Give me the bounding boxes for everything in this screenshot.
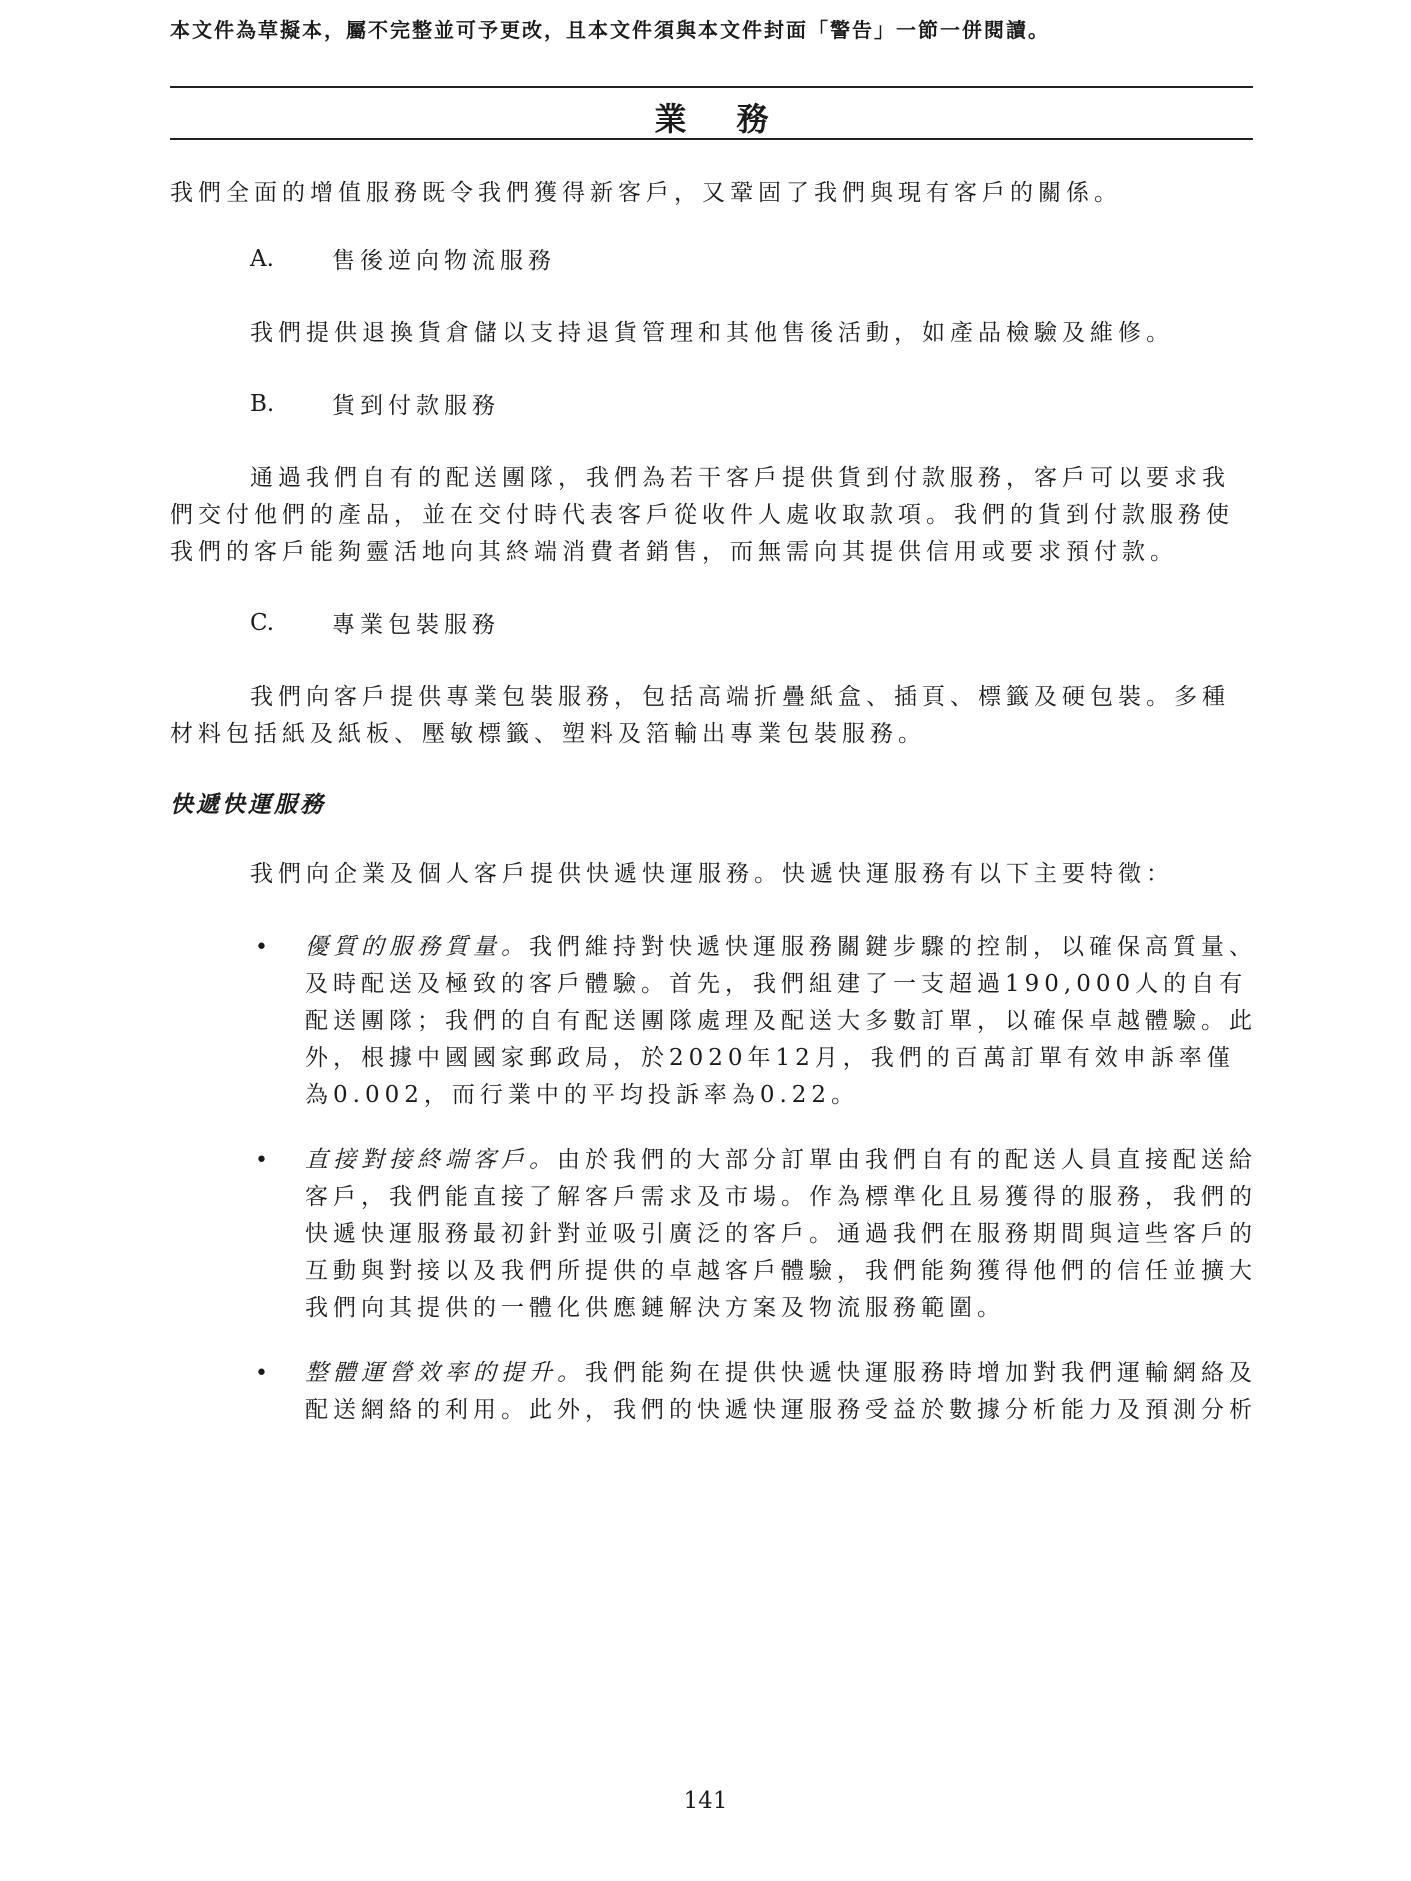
service-letter-c: C. [250, 610, 275, 636]
bullet-direct-customers [305, 1142, 1260, 1327]
header-rule-top [170, 86, 1253, 88]
service-body-a: 我們提供退換貨倉儲以支持退貨管理和其他售後活動，如產品檢驗及維修。 [250, 320, 1174, 346]
bullet-text: 我們能夠在提供快遞快運服務時增加對我們運輸網絡及配送網絡的利用。此外，我們的快遞快運服務受益於數據分析能力及預測分析 [305, 1360, 1257, 1423]
bullet-marker: • [255, 1361, 268, 1386]
bullet-efficiency [305, 1355, 1260, 1429]
bullet-marker: • [255, 1148, 268, 1173]
express-heading: 快遞快運服務 [170, 791, 326, 818]
service-body-c: 我們向客戶提供專業包裝服務，包括高端折疊紙盒、插頁、標籤及硬包裝。多種材料包括紙及紙板、壓敏標籤、塑料及箔輸出專業包裝服務。 [170, 684, 1230, 747]
service-letter-b: B. [250, 391, 275, 417]
service-title-a: 售後逆向物流服務 [332, 248, 556, 274]
header-rule-bottom [170, 138, 1253, 140]
draft-warning: 本文件為草擬本，屬不完整並可予更改，且本文件須與本文件封面「警告」一節一併閱讀。 [170, 18, 1050, 42]
bullet-lead: 優質的服務質量。 [305, 934, 529, 960]
section-title: 業務 [654, 100, 819, 138]
page-number: 141 [683, 1788, 728, 1814]
bullet-quality [305, 929, 1260, 1114]
bullet-text: 我們維持對快遞快運服務關鍵步驟的控制，以確保高質量、及時配送及極致的客戶體驗。首先，我們組建了一支超過190,000人的自有配送團隊；我們的自有配送團隊處理及配送大多數訂單，以確保卓越體驗。此外，根據中國國家郵政局，於2020年12月，我們的百萬訂單有效申訴率僅為0.002，而行業中的平均投訴率為0.22。 [305, 934, 1257, 1108]
service-body-b: 通過我們自有的配送團隊，我們為若干客戶提供貨到付款服務，客戶可以要求我們交付他們的產品，並在交付時代表客戶從收件人處收取款項。我們的貨到付款服務使我們的客戶能夠靈活地向其終端消費者銷售，而無需向其提供信用或要求預付款。 [170, 465, 1234, 565]
bullet-text: 由於我們的大部分訂單由我們自有的配送人員直接配送給客戶，我們能直接了解客戶需求及市場。作為標準化且易獲得的服務，我們的快遞快運服務最初針對並吸引廣泛的客戶。通過我們在服務期間與這些客戶的互動與對接以及我們所提供的卓越客戶體驗，我們能夠獲得他們的信任並擴大我們向其提供的一體化供應鏈解決方案及物流服務範圍。 [305, 1147, 1257, 1321]
bullet-marker: • [255, 935, 268, 960]
bullet-lead: 直接對接終端客戶。 [305, 1147, 557, 1173]
intro-paragraph: 我們全面的增值服務既令我們獲得新客戶，又鞏固了我們與現有客戶的關係。 [170, 180, 1122, 206]
service-title-b: 貨到付款服務 [332, 393, 500, 419]
express-intro: 我們向企業及個人客戶提供快遞快運服務。快遞快運服務有以下主要特徵： [250, 861, 1174, 887]
service-letter-a: A. [250, 246, 274, 272]
bullet-lead: 整體運營效率的提升。 [305, 1360, 585, 1386]
service-title-c: 專業包裝服務 [332, 612, 500, 638]
